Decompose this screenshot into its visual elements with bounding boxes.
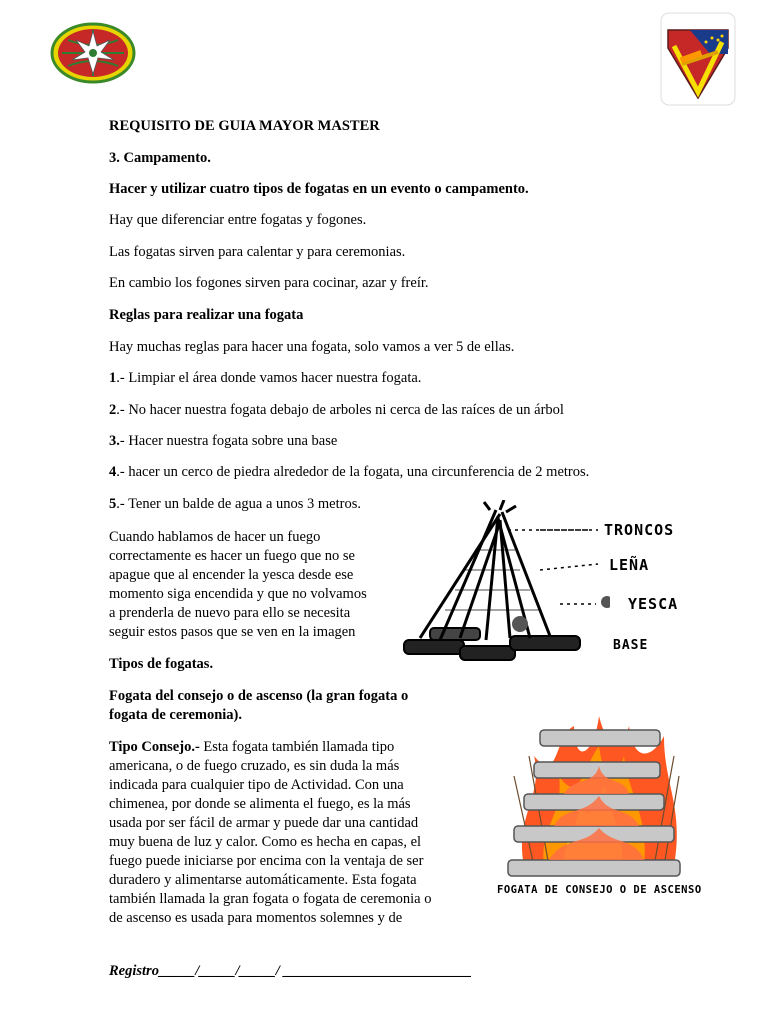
consejo-paragraph-line: indicada para cualquier tipo de Actividad. Con una [109,777,404,793]
fire-paragraph-line: a prenderla de nuevo para ello se necesita [109,605,351,621]
rules-lead: Hay muchas reglas para hacer una fogata, solo vamos a ver 5 de ellas. [109,339,515,355]
conquistadores-emblem [660,12,736,106]
rules-heading: Reglas para realizar una fogata [109,307,304,323]
rule-text: .- Tener un balde de agua a unos 3 metros. [116,496,361,512]
fire-paragraph-line: momento siga encendida y que no volvamos [109,586,367,602]
intro-line: Hay que diferenciar entre fogatas y fogones. [109,212,367,228]
fire-paragraph-line: Cuando hablamos de hacer un fuego [109,529,321,545]
consejo-paragraph-line: fuego puede iniciarse por encima con la ventaja de ser [109,853,424,869]
consejo-paragraph-line: duradero y alimentarse automáticamente. Esta fogata [109,872,417,888]
consejo-paragraph-line: de ascenso es usada para momentos solemnes y de [109,910,403,926]
types-subheading: Fogata del consejo o de ascenso (la gran fogata o [109,688,409,704]
rule-item [109,495,361,514]
rule-number: 1 [109,370,117,386]
task-statement: Hacer y utilizar cuatro tipos de fogatas en un evento o campamento. [109,181,529,197]
label-yesca: YESCA [628,595,679,613]
consejo-text: Esta fogata también llamada tipo [199,739,395,755]
rule-item [109,463,589,482]
section-heading: 3. Campamento. [109,150,211,166]
consejo-paragraph-line: usada por ser fácil de armar y puede dar una cantidad [109,815,419,831]
intro-line: Las fogatas sirven para calentar y para ceremonias. [109,244,406,260]
consejo-paragraph-line [109,738,394,757]
guias-mayores-logo [50,22,136,84]
rule-text: - Hacer nuestra fogata sobre una base [119,433,338,449]
fire-paragraph-line: seguir estos pasos que se ven en la imagen [109,624,356,640]
council-fire-illustration [504,716,694,888]
rule-text: .- Limpiar el área donde vamos hacer nuestra fogata. [116,370,422,386]
rule-number: 4 [109,464,117,480]
label-troncos: TRONCOS [604,521,675,539]
rule-text: .- No hacer nuestra fogata debajo de arboles ni cerca de las raíces de un árbol [116,402,564,418]
rule-item [109,432,337,451]
rule-number: 2 [109,402,117,418]
consejo-paragraph-line: también llamada la gran fogata o fogata de ceremonia o [109,891,432,907]
figure-leader-lines [540,520,610,630]
label-lena: LEÑA [609,556,650,574]
consejo-paragraph-line: americana, o de fuego cruzado, es sin duda la más [109,758,400,774]
rule-number: 3. [109,433,120,449]
intro-line: En cambio los fogones sirven para cocinar, azar y freír. [109,275,429,291]
rule-number: 5 [109,496,117,512]
council-fire-caption: FOGATA DE CONSEJO O DE ASCENSO [497,884,702,896]
document-title: REQUISITO DE GUIA MAYOR MASTER [109,118,380,134]
rule-item [109,401,564,420]
registro-line: Registro_____/_____/_____/ __________________________ [109,963,472,979]
fire-paragraph-line: correctamente es hacer un fuego que no se [109,548,355,564]
rule-item [109,369,421,388]
consejo-paragraph-line: muy buena de luz y calor. Como es hecha en capas, el [109,834,422,850]
fire-paragraph-line: apague que al encender la yesca desde ese [109,567,354,583]
types-heading: Tipos de fogatas. [109,656,214,672]
consejo-paragraph-line: chimenea, por donde se alimenta el fuego, es la más [109,796,411,812]
types-subheading: fogata de ceremonia). [109,707,243,723]
label-base: BASE [613,638,649,653]
rule-text: .- hacer un cerco de piedra alrededor de la fogata, una circunferencia de 2 metros. [116,464,590,480]
consejo-lead: Tipo Consejo.- [109,739,200,755]
